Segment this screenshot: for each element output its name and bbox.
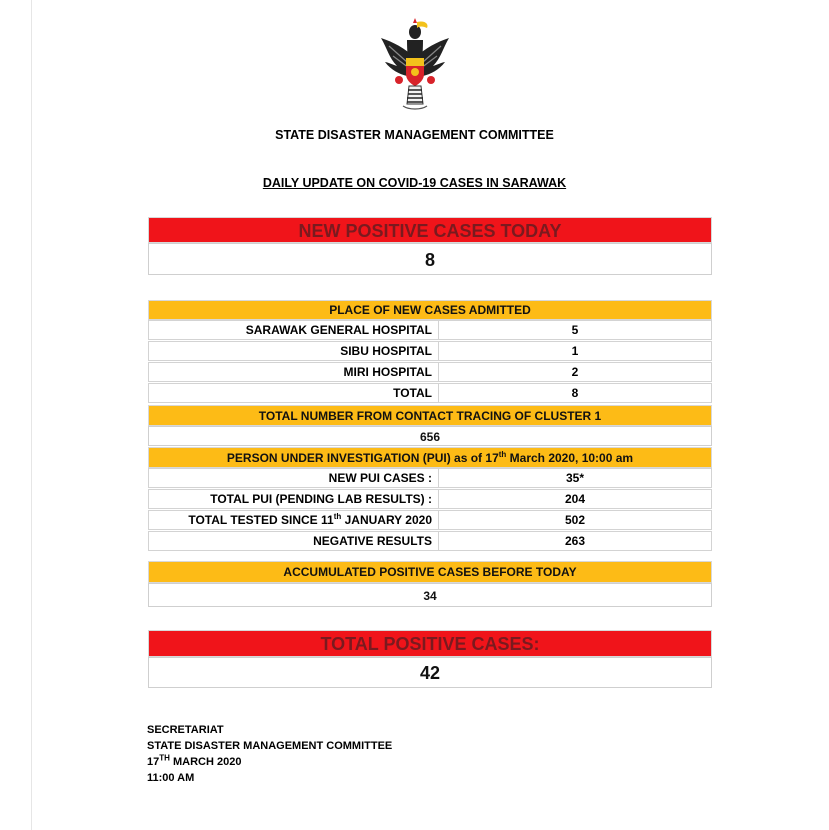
- row-value: 502: [438, 510, 712, 530]
- table-row: [148, 489, 712, 509]
- row-label: SIBU HOSPITAL: [148, 341, 438, 361]
- table-row: [148, 383, 712, 403]
- contact-tracing-header: TOTAL NUMBER FROM CONTACT TRACING OF CLUSTER 1: [148, 405, 712, 426]
- new-cases-value: 8: [148, 243, 712, 275]
- footer-secretariat: SECRETARIAT: [147, 724, 224, 736]
- row-value: 2: [438, 362, 712, 382]
- row-label: SARAWAK GENERAL HOSPITAL: [148, 320, 438, 340]
- accumulated-value: 34: [148, 583, 712, 607]
- table-row: [148, 320, 712, 340]
- table-row: [148, 468, 712, 488]
- new-cases-header: NEW POSITIVE CASES TODAY: [148, 217, 712, 243]
- row-label: TOTAL: [148, 383, 438, 403]
- table-row: [148, 362, 712, 382]
- row-value: 35*: [438, 468, 712, 488]
- table-row: [148, 531, 712, 551]
- report-subtitle: DAILY UPDATE ON COVID-19 CASES IN SARAWAK: [262, 176, 567, 190]
- page-edge: [31, 0, 32, 830]
- row-label: TOTAL PUI (PENDING LAB RESULTS) :: [148, 489, 438, 509]
- total-cases-header: TOTAL POSITIVE CASES:: [148, 630, 712, 657]
- row-value: 8: [438, 383, 712, 403]
- accumulated-header: ACCUMULATED POSITIVE CASES BEFORE TODAY: [148, 561, 712, 583]
- total-cases-value: 42: [148, 657, 712, 688]
- sarawak-coat-of-arms-icon: [379, 18, 451, 113]
- admitted-header: PLACE OF NEW CASES ADMITTED: [148, 300, 712, 320]
- footer-committee: STATE DISASTER MANAGEMENT COMMITTEE: [147, 740, 393, 752]
- row-label: TOTAL TESTED SINCE 11th JANUARY 2020: [148, 510, 438, 530]
- row-value: 204: [438, 489, 712, 509]
- row-label: NEW PUI CASES :: [148, 468, 438, 488]
- row-value: 1: [438, 341, 712, 361]
- committee-title: STATE DISASTER MANAGEMENT COMMITTEE: [275, 128, 554, 142]
- pui-header: PERSON UNDER INVESTIGATION (PUI) as of 17th March 2020, 10:00 am: [148, 447, 712, 468]
- table-row: [148, 341, 712, 361]
- row-label: MIRI HOSPITAL: [148, 362, 438, 382]
- footer-date: 17TH MARCH 2020: [147, 753, 242, 768]
- contact-tracing-value: 656: [148, 426, 712, 446]
- row-value: 263: [438, 531, 712, 551]
- footer-time: 11:00 AM: [147, 772, 195, 784]
- row-value: 5: [438, 320, 712, 340]
- row-label: NEGATIVE RESULTS: [148, 531, 438, 551]
- table-row: [148, 510, 712, 530]
- footer-signature: [147, 722, 392, 786]
